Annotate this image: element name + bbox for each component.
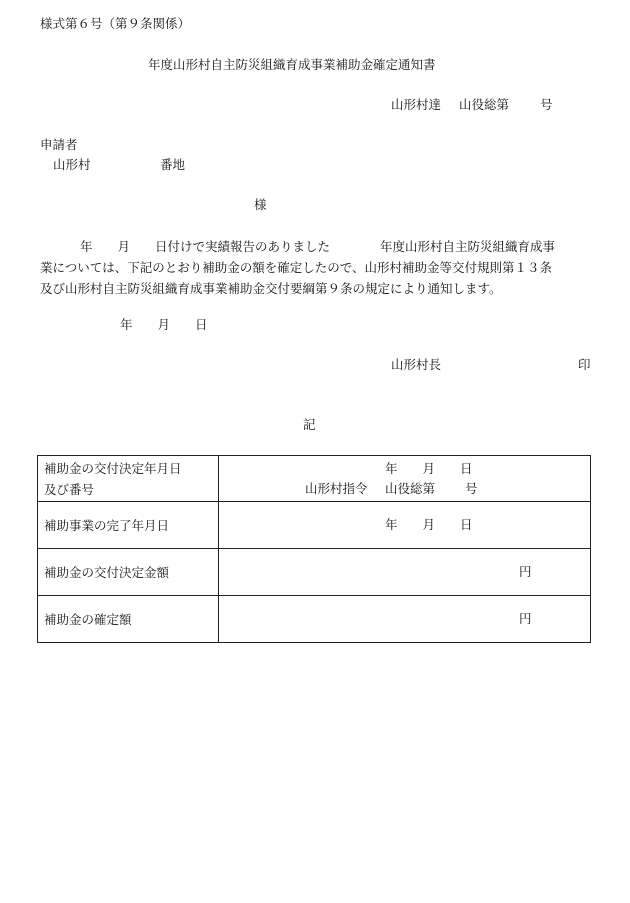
document-title: 年度山形村自主防災組織育成事業補助金確定通知書 bbox=[148, 57, 436, 72]
completion-date: 年 月 日 bbox=[385, 517, 473, 532]
table-row bbox=[38, 502, 591, 549]
applicant-village: 山形村 bbox=[53, 157, 91, 172]
doc-number-middle: 山役総第 bbox=[459, 97, 510, 112]
row-value bbox=[219, 456, 591, 502]
seal-mark: 印 bbox=[578, 357, 591, 372]
applicant-lot: 番地 bbox=[160, 157, 186, 172]
row-value bbox=[219, 502, 591, 549]
table-row bbox=[38, 456, 591, 502]
row-label bbox=[38, 456, 219, 502]
row-label: 補助金の確定額 bbox=[38, 596, 219, 643]
yen-unit: 円 bbox=[519, 611, 532, 626]
body-line-1: 年 月 日付けで実績報告のありました 年度山形村自主防災組織育成事 bbox=[80, 239, 556, 254]
doc-number-suffix: 号 bbox=[540, 97, 553, 112]
yen-unit: 円 bbox=[519, 564, 532, 579]
applicant-honorific: 様 bbox=[254, 197, 267, 212]
table-row bbox=[38, 549, 591, 596]
decision-number-prefix: 山形村指令 bbox=[305, 481, 368, 496]
row-value bbox=[219, 549, 591, 596]
notice-date: 年 月 日 bbox=[120, 317, 208, 332]
row-value bbox=[219, 596, 591, 643]
decision-number-middle: 山役総第 bbox=[385, 481, 436, 496]
decision-date: 年 月 日 bbox=[385, 461, 473, 476]
body-line-2: 業については、下記のとおり補助金の額を確定したので、山形村補助金等交付規則第１３条 bbox=[40, 260, 553, 275]
record-table bbox=[37, 455, 591, 643]
table-row bbox=[38, 596, 591, 643]
row-label: 補助金の交付決定金額 bbox=[38, 549, 219, 596]
body-line-3: 及び山形村自主防災組織育成事業補助金交付要綱第９条の規定により通知します。 bbox=[40, 281, 502, 296]
body-paragraph bbox=[40, 236, 592, 299]
decision-number-suffix: 号 bbox=[465, 481, 478, 496]
label-line-2: 及び番号 bbox=[44, 481, 95, 497]
label-line-1: 補助金の交付決定年月日 bbox=[44, 460, 182, 476]
form-number: 様式第６号（第９条関係） bbox=[40, 16, 191, 31]
record-heading: 記 bbox=[303, 417, 316, 432]
issuer-name: 山形村長 bbox=[391, 357, 442, 372]
applicant-label: 申請者 bbox=[40, 137, 78, 152]
doc-number-prefix: 山形村達 bbox=[391, 97, 442, 112]
row-label: 補助事業の完了年月日 bbox=[38, 502, 219, 549]
